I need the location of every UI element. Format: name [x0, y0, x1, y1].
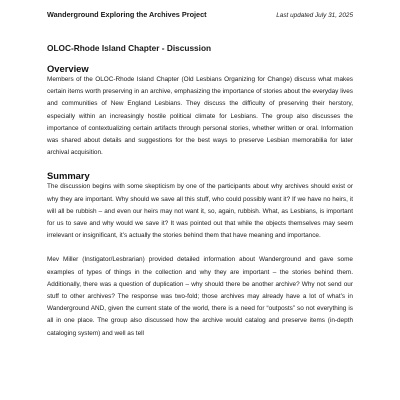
overview-paragraph: Members of the OLOC-Rhode Island Chapter (Old Lesbians Organizing for Change) discuss what makes certain items worth preserving in an archive, emphasizing the importance of stories about the everyday lives and communities of New England Lesbians. They discuss the difficulty of preserving their herstory, especially within an increasingly hostile political climate for Lesbians. The group also discusses the importance of contextualizing certain artifacts through personal stories, whether written or oral. Information was shared about details and suggestions for the best ways to preserve Lesbian memorabilia for later archival acquisition.: [47, 76, 353, 157]
summary-paragraph-2: Mev Miller (Instigator/Lesbrarian) provided detailed information about Wanderground and gave some examples of types of things in the collection and why they are important – the stories behind them. Additionally, there was a question of duplication – why should there be another archive? Why not send our stuff to other archives? The response was two-fold; those archives may already have a lot of what’s in Wanderground AND, given the current state of the world, there is a need for “outposts” so not everything is all in one place. The group also discussed how the archive would catalog and preserve items (in-depth cataloging system) and well as tell: [47, 256, 353, 337]
document-title: OLOC-Rhode Island Chapter - Discussion: [47, 43, 212, 53]
page-header: [47, 10, 353, 24]
paragraph-spacer: [47, 242, 353, 254]
last-updated-date: Last updated July 31, 2025: [276, 12, 353, 19]
summary-paragraph-1: The discussion begins with some skepticism by one of the participants about why archives should exist or why they are important. Why should we save all this stuff, who could possibly want it? If we have no heirs, it will all be rubbish – and even our heirs may not want it, so, again, rubbish. What, as Lesbians, is important for us to save and why would we save it? It was pointed out that while the objects themselves may seem irrelevant or insignificant, it’s actually the stories behind them that have meaning and importance.: [47, 183, 353, 240]
header-title: Wanderground Exploring the Archives Project: [47, 10, 207, 19]
overview-heading: Overview: [47, 63, 89, 74]
summary-heading: Summary: [47, 170, 90, 182]
